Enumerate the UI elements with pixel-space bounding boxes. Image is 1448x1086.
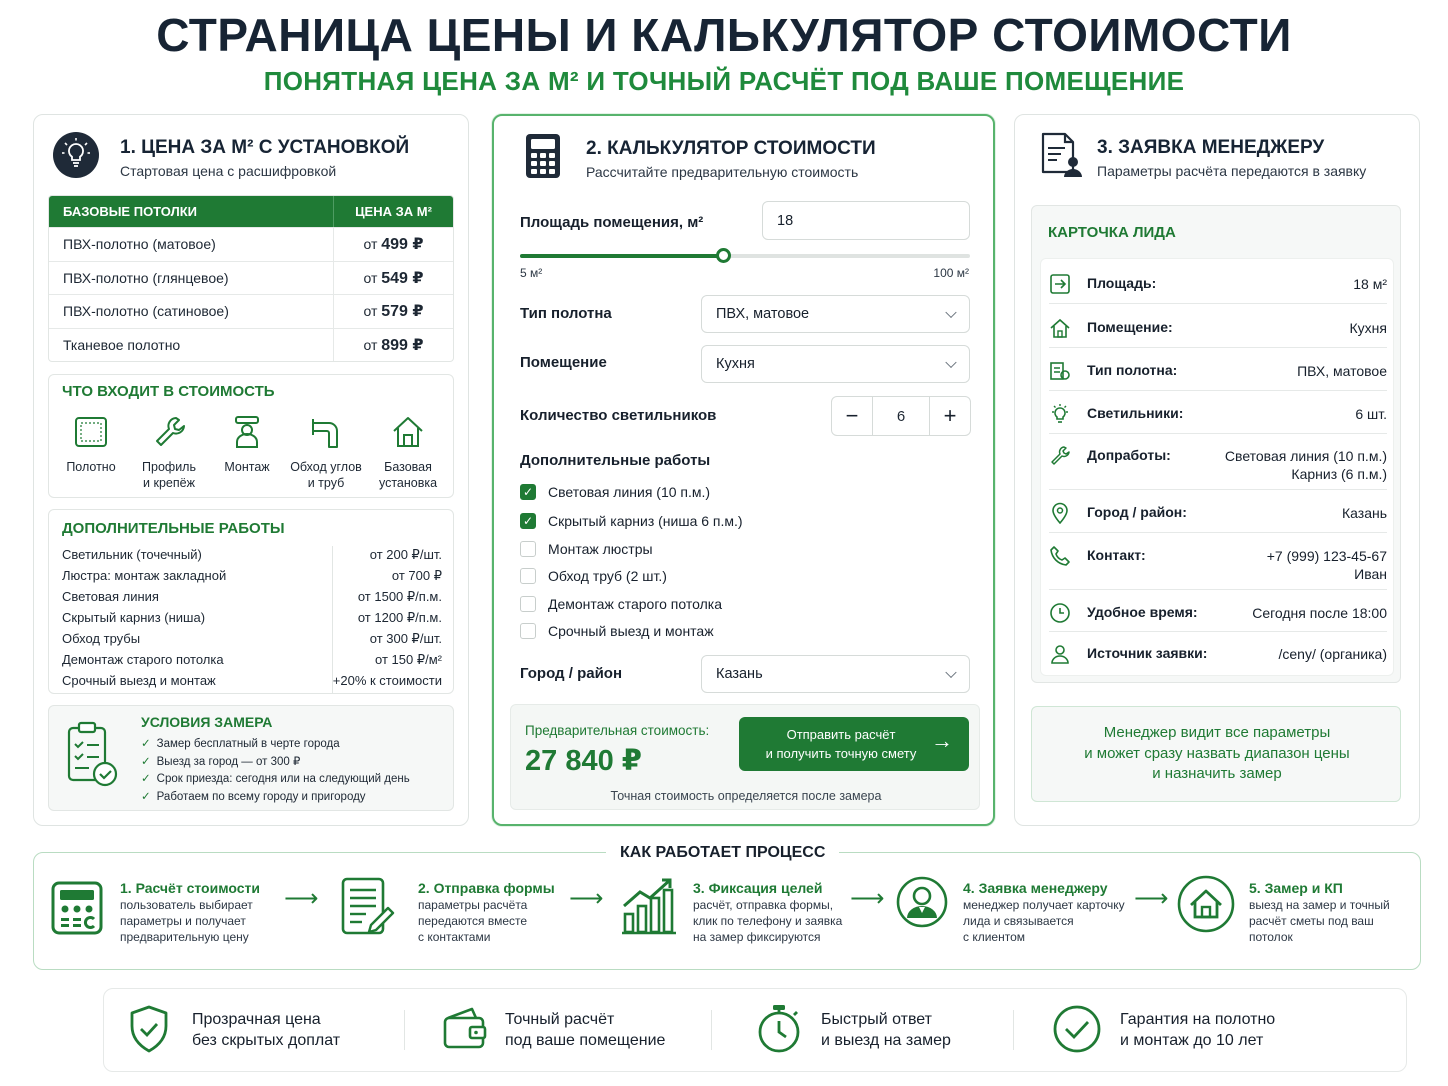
page-subtitle: ПОНЯТНАЯ ЦЕНА ЗА М² И ТОЧНЫЙ РАСЧЁТ ПОД ВАШЕ ПОМЕЩЕНИЕ bbox=[263, 66, 1185, 96]
decrement-button[interactable]: − bbox=[845, 403, 859, 428]
lights-count[interactable]: 6 bbox=[872, 397, 930, 435]
slider-max-label: 100 м² bbox=[933, 266, 969, 280]
extra-row: Люстра: монтаж закладной от 700 ₽ bbox=[62, 568, 442, 583]
room-label: Помещение bbox=[520, 354, 607, 371]
included-item: Монтаж bbox=[202, 413, 292, 475]
step-title: 4. Заявка менеджеру bbox=[963, 880, 1108, 896]
checkbox-dismantle[interactable]: Демонтаж старого потолка bbox=[520, 596, 722, 612]
slider-min-label: 5 м² bbox=[520, 266, 543, 280]
lead-panel-title: 3. ЗАЯВКА МЕНЕДЖЕРУ bbox=[1097, 137, 1325, 158]
city-label: Город / район bbox=[520, 665, 623, 682]
clock-icon bbox=[1049, 602, 1071, 624]
price-panel-title: 1. ЦЕНА ЗА М² С УСТАНОВКОЙ bbox=[120, 137, 410, 158]
divider bbox=[1049, 489, 1387, 490]
checkbox-chandelier[interactable]: Монтаж люстры bbox=[520, 541, 653, 557]
divider bbox=[1049, 390, 1387, 391]
step-title: 1. Расчёт стоимости bbox=[120, 880, 260, 896]
step-text: параметры расчёта передаются вместе с контактами bbox=[418, 898, 528, 944]
ceiling-price: от 549 ₽ bbox=[363, 269, 424, 287]
arrow-right-icon: → bbox=[931, 728, 953, 753]
divider bbox=[1049, 631, 1387, 632]
divider bbox=[1049, 347, 1387, 348]
extra-row: Светильник (точечный) от 200 ₽/шт. bbox=[62, 547, 442, 562]
lead-card-title: КАРТОЧКА ЛИДА bbox=[1048, 224, 1176, 241]
pin-icon bbox=[1049, 502, 1071, 524]
phone-icon bbox=[1049, 545, 1071, 567]
bulb-icon bbox=[1049, 403, 1071, 425]
house-icon bbox=[389, 413, 427, 451]
feature-text: Точный расчёт под ваше помещение bbox=[505, 1011, 666, 1049]
step-title: 3. Фиксация целей bbox=[693, 880, 823, 896]
type-select[interactable]: ПВХ, матовое bbox=[701, 295, 970, 333]
lead-card-inner: Площадь: 18 м² Помещение: Кухня Тип полотна: ПВХ, матовое Светильники: 6 шт. Допработы: Световая линия (10 п.м.) Карниз (6 п.м.) Город / район: Казань Контакт: +7 (999) 123-45-67 Иван Удобное время: Сегодня после 18:00 Источник заявки: /ceny/ (органика) bbox=[1040, 258, 1394, 676]
column-header: ЦЕНА ЗА М² bbox=[355, 204, 432, 219]
extra-row: Световая линия от 1500 ₽/п.м. bbox=[62, 589, 442, 604]
checkbox-urgent[interactable]: Срочный выезд и монтаж bbox=[520, 623, 714, 639]
feature-text: Гарантия на полотно и монтаж до 10 лет bbox=[1120, 1011, 1276, 1049]
included-item: Базовая установка bbox=[363, 413, 453, 491]
checkbox-unchecked[interactable] bbox=[520, 568, 536, 584]
roller-icon bbox=[1049, 360, 1071, 382]
area-input[interactable]: 18 bbox=[762, 201, 970, 240]
result-label: Предварительная стоимость: bbox=[525, 723, 710, 738]
condition-item: ✓ Замер бесплатный в черте города bbox=[141, 736, 340, 750]
room-select[interactable]: Кухня bbox=[701, 345, 970, 383]
tools-icon bbox=[1049, 445, 1071, 467]
divider bbox=[404, 1010, 405, 1050]
checkbox-checked[interactable]: ✓ bbox=[520, 484, 536, 500]
ceiling-type: Тканевое полотно bbox=[49, 329, 334, 362]
base-price-table bbox=[48, 195, 454, 362]
person-icon bbox=[1049, 643, 1071, 665]
table-row bbox=[49, 227, 453, 261]
result-value: 27 840 ₽ bbox=[525, 745, 642, 777]
calculator-panel bbox=[492, 114, 995, 826]
ceiling-price: от 579 ₽ bbox=[363, 303, 424, 321]
type-label: Тип полотна bbox=[520, 305, 612, 322]
included-title: ЧТО ВХОДИТ В СТОИМОСТЬ bbox=[62, 383, 275, 400]
divider bbox=[1049, 589, 1387, 590]
wrench-icon bbox=[150, 413, 188, 451]
divider bbox=[1049, 303, 1387, 304]
step-text: расчёт, отправка формы, клик по телефону и заявка на замер фиксируются bbox=[693, 898, 843, 944]
conditions-box bbox=[48, 705, 454, 811]
conditions-title: УСЛОВИЯ ЗАМЕРА bbox=[141, 714, 273, 730]
condition-item: ✓ Срок приезда: сегодня или на следующий день bbox=[141, 771, 410, 785]
checkbox-light-line[interactable]: ✓ Световая линия (10 п.м.) bbox=[520, 484, 710, 500]
condition-item: ✓ Работаем по всему городу и пригороду bbox=[141, 789, 366, 803]
ceiling-type: ПВХ-полотно (глянцевое) bbox=[49, 262, 334, 295]
ceiling-price: от 499 ₽ bbox=[363, 236, 424, 254]
lightbulb-icon bbox=[52, 131, 100, 179]
send-calculation-button[interactable]: Отправить расчёт и получить точную смету → bbox=[739, 717, 969, 771]
arrow-right-icon: ⟶ bbox=[1134, 885, 1169, 912]
included-box bbox=[48, 374, 454, 498]
stopwatch-icon bbox=[756, 1002, 802, 1054]
ceiling-type: ПВХ-полотно (сатиновое) bbox=[49, 295, 334, 328]
condition-item: ✓ Выезд за город — от 300 ₽ bbox=[141, 754, 300, 768]
calculator-subtitle: Рассчитайте предварительную стоимость bbox=[586, 164, 859, 180]
column-header: БАЗОВЫЕ ПОТОЛКИ bbox=[49, 196, 334, 227]
divider bbox=[1049, 532, 1387, 533]
extras-box bbox=[48, 509, 454, 694]
table-header bbox=[49, 196, 453, 227]
city-select[interactable]: Казань bbox=[701, 655, 970, 693]
extra-row: Срочный выезд и монтаж +20% к стоимости bbox=[62, 673, 442, 688]
page-title: СТРАНИЦА ЦЕНЫ И КАЛЬКУЛЯТОР СТОИМОСТИ bbox=[156, 9, 1292, 61]
house-icon bbox=[1176, 874, 1236, 934]
manager-note-box bbox=[1031, 706, 1401, 802]
checkbox-unchecked[interactable] bbox=[520, 623, 536, 639]
extra-row: Скрытый карниз (ниша) от 1200 ₽/п.м. bbox=[62, 610, 442, 625]
area-icon bbox=[1049, 273, 1071, 295]
included-item: Профиль и крепёж bbox=[124, 413, 214, 491]
ceiling-type: ПВХ-полотно (матовое) bbox=[49, 228, 334, 261]
lead-card bbox=[1031, 205, 1401, 683]
lights-label: Количество светильников bbox=[520, 407, 717, 424]
document-user-icon bbox=[1039, 131, 1085, 179]
included-item: Полотно bbox=[46, 413, 136, 475]
area-slider-fill bbox=[520, 254, 723, 258]
check-circle-icon bbox=[1052, 1004, 1102, 1054]
manager-icon bbox=[896, 876, 948, 928]
extras-title: ДОПОЛНИТЕЛЬНЫЕ РАБОТЫ bbox=[62, 520, 285, 537]
included-item: Обход углов и труб bbox=[281, 413, 371, 491]
step-text: выезд на замер и точный расчёт сметы под ваш потолок bbox=[1249, 898, 1390, 944]
checkbox-checked[interactable]: ✓ bbox=[520, 513, 536, 529]
ceiling-icon bbox=[72, 413, 110, 451]
feature-text: Быстрый ответ и выезд на замер bbox=[821, 1011, 951, 1049]
arrow-right-icon: ⟶ bbox=[569, 885, 604, 912]
form-edit-icon bbox=[340, 876, 396, 938]
table-row bbox=[49, 328, 453, 362]
price-panel bbox=[33, 114, 469, 826]
calculator-icon bbox=[50, 880, 104, 936]
feature-text: Прозрачная цена без скрытых доплат bbox=[192, 1011, 341, 1049]
process-title: КАК РАБОТАЕТ ПРОЦЕСС bbox=[606, 844, 839, 862]
pipe-icon bbox=[307, 413, 345, 451]
calculator-title: 2. КАЛЬКУЛЯТОР СТОИМОСТИ bbox=[586, 138, 876, 159]
worker-icon bbox=[228, 413, 266, 451]
arrow-right-icon: ⟶ bbox=[284, 885, 319, 912]
table-row bbox=[49, 261, 453, 295]
price-panel-subtitle: Стартовая цена с расшифровкой bbox=[120, 163, 337, 179]
step-text: пользователь выбирает параметры и получает предварительную цену bbox=[120, 898, 253, 944]
result-note: Точная стоимость определяется после замера bbox=[610, 789, 882, 803]
calculator-icon bbox=[524, 132, 562, 180]
home-icon bbox=[1049, 317, 1071, 339]
lead-panel bbox=[1014, 114, 1420, 826]
shield-check-icon bbox=[128, 1004, 170, 1054]
area-slider-thumb[interactable] bbox=[716, 248, 731, 263]
lights-stepper bbox=[831, 396, 971, 436]
step-title: 2. Отправка формы bbox=[418, 880, 555, 896]
manager-note: Менеджер видит все параметры и может сразу назвать диапазон цены и назначить замер bbox=[1084, 724, 1350, 782]
lead-panel-subtitle: Параметры расчёта передаются в заявку bbox=[1097, 163, 1367, 179]
ceiling-price: от 899 ₽ bbox=[363, 336, 424, 354]
table-row bbox=[49, 294, 453, 328]
increment-button[interactable]: + bbox=[943, 403, 957, 428]
divider bbox=[711, 1010, 712, 1050]
arrow-right-icon: ⟶ bbox=[850, 885, 885, 912]
step-title: 5. Замер и КП bbox=[1249, 880, 1343, 896]
step-text: менеджер получает карточку лида и связывается с клиентом bbox=[963, 898, 1125, 944]
divider bbox=[1013, 1010, 1014, 1050]
checkbox-pipes[interactable]: Обход труб (2 шт.) bbox=[520, 568, 667, 584]
chart-growth-icon bbox=[620, 876, 678, 936]
extra-row: Демонтаж старого потолка от 150 ₽/м² bbox=[62, 652, 442, 667]
extra-works-label: Дополнительные работы bbox=[520, 452, 711, 469]
extra-row: Обход трубы от 300 ₽/шт. bbox=[62, 631, 442, 646]
wallet-icon bbox=[442, 1006, 488, 1050]
divider bbox=[1049, 433, 1387, 434]
checkbox-unchecked[interactable] bbox=[520, 541, 536, 557]
checkbox-hidden-cornice[interactable]: ✓ Скрытый карниз (ниша 6 п.м.) bbox=[520, 513, 743, 529]
area-slider[interactable] bbox=[520, 254, 970, 258]
clipboard-check-icon bbox=[65, 720, 119, 790]
result-box bbox=[510, 704, 980, 810]
checkbox-unchecked[interactable] bbox=[520, 596, 536, 612]
area-label: Площадь помещения, м² bbox=[520, 214, 704, 231]
